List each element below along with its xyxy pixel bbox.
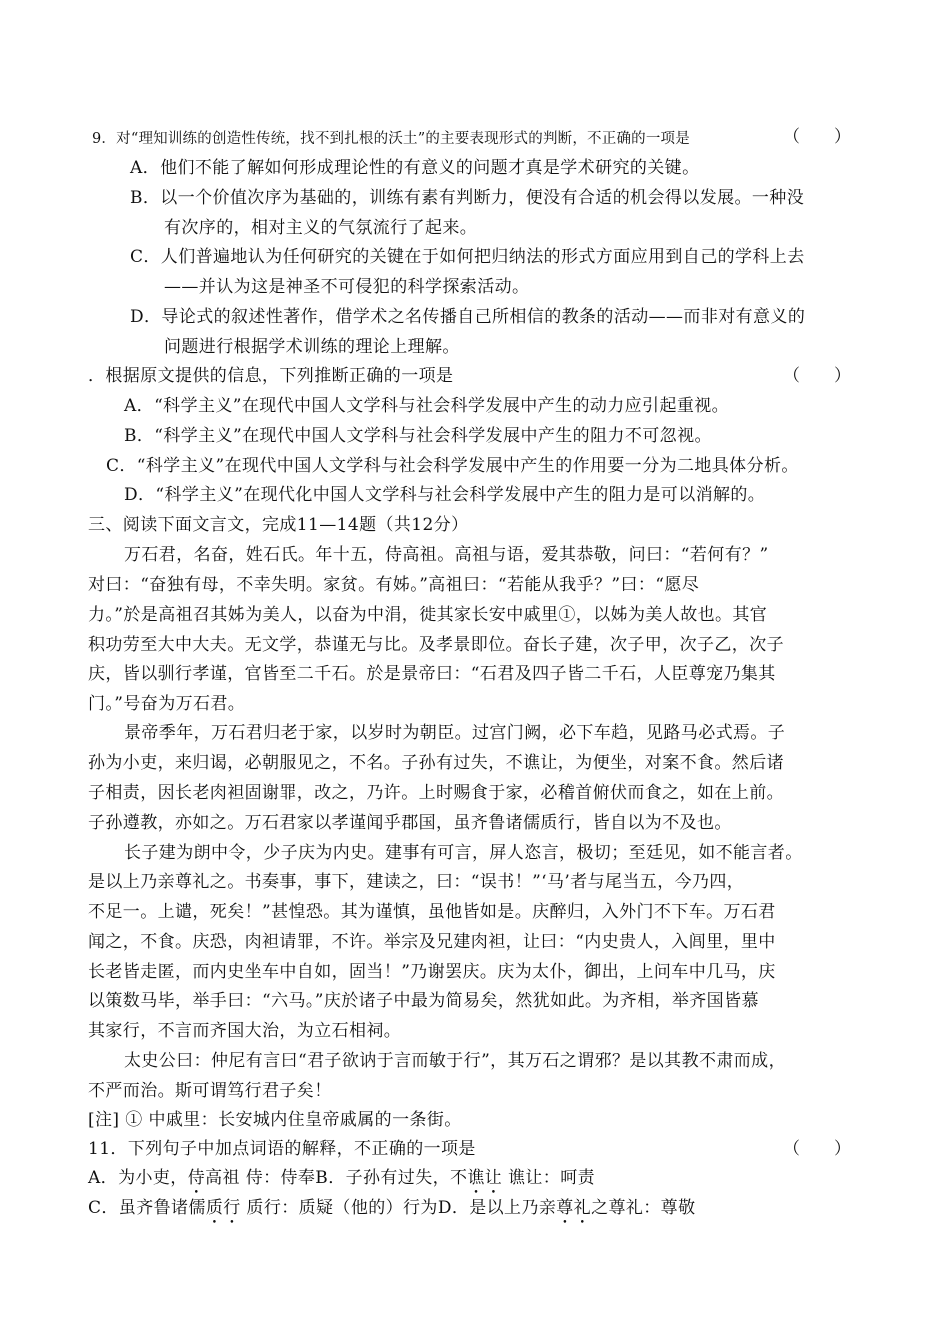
passage-p3-line3: 不足一。上谴，死矣！”甚惶恐。其为谨慎，虽他皆如是。庆醉归，入外门不下车。万石君 (88, 902, 776, 922)
q9-option-c-line2: ——并认为这是神圣不可侵犯的科学探索活动。 (164, 277, 530, 297)
passage-p4-line1: 太史公曰：仲尼有言曰“君子欲讷于言而敏于行”，其万石之谓邪？是以其教不肃而成， (124, 1051, 786, 1071)
q11-c-prefix: C．虽齐鲁诸儒 (88, 1198, 206, 1218)
q11-c-dotted-word: 质行 (205, 1198, 241, 1218)
q10-answer-paren: （ ） (783, 366, 851, 386)
q11-stem: 11．下列句子中加点词语的解释，不正确的一项是 (88, 1139, 476, 1159)
passage-p4-line2: 不严而治。斯可谓笃行君子矣！ (88, 1081, 332, 1101)
passage-p3-line2: 是以上乃亲尊礼之。书奏事，事下，建读之，曰：“误书！”‘马’者与尾当五，今乃四， (88, 872, 745, 892)
q11-a-middle: 高祖 侍：侍奉B．子孙有过失，不 (205, 1168, 468, 1188)
passage-p3-line6: 以策数马毕，举手曰：“六马。”庆於诸子中最为简易矣，然犹如此。为齐相，举齐国皆慕 (88, 991, 759, 1011)
passage-p1-line3: 力。”於是高祖召其姊为美人，以奋为中涓，徙其家长安中戚里①，以姊为美人故也。其官 (88, 605, 768, 625)
passage-p1-line5: 庆，皆以驯行孝谨，官皆至二千石。於是景帝曰：“石君及四子皆二千石，人臣尊宠乃集其 (88, 664, 776, 684)
q9-option-a: A．他们不能了解如何形成理论性的有意义的问题才真是学术研究的关键。 (130, 158, 700, 178)
passage-p3-line7: 其家行，不言而齐国大治，为立石相祠。 (88, 1021, 402, 1041)
q9-answer-paren: （ ） (783, 127, 851, 147)
q11-c-middle: 质行：质疑（他的）行为D．是以上乃亲 (240, 1198, 557, 1218)
q9-option-d-line1: D．导论式的叙述性著作，借学术之名传播自己所相信的教条的活动——而非对有意义的 (130, 307, 806, 327)
passage-p1-line1: 万石君，名奋，姓石氏。年十五，侍高祖。高祖与语，爱其恭敬，问曰：“若何有？” (124, 545, 769, 565)
passage-p1-line4: 积功劳至大中大夫。无文学，恭谨无与比。及孝景即位。奋长子建，次子甲，次子乙，次子 (88, 635, 784, 655)
q11-d-dotted-word: 尊礼 (556, 1198, 592, 1218)
q10-option-a: A．“科学主义”在现代中国人文学科与社会科学发展中产生的动力应引起重视。 (124, 396, 730, 416)
q11-answer-paren: （ ） (783, 1139, 851, 1159)
q9-option-c-line1: C．人们普遍地认为任何研究的关键在于如何把归纳法的形式方面应用到自己的学科上去 (130, 247, 805, 267)
q11-b-suffix: 谯让：呵责 (502, 1168, 596, 1188)
passage-p2-line1: 景帝季年，万石君归老于家，以岁时为朝臣。过宫门阙，必下车趋，见路马必式焉。子 (124, 723, 786, 743)
q9-stem: 9．对“理知训练的创造性传统，找不到扎根的沃土”的主要表现形式的判断，不正确的一项是 (92, 131, 690, 147)
passage-p2-line4: 子孙遵教，亦如之。万石君家以孝谨闻乎郡国，虽齐鲁诸儒质行，皆自以为不及也。 (88, 813, 732, 833)
q10-option-b: B．“科学主义”在现代中国人文学科与社会科学发展中产生的阻力不可忽视。 (124, 426, 712, 446)
passage-p3-line4: 闻之，不食。庆恐，肉袒请罪，不许。举宗及兄建肉袒，让曰：“内史贵人，入闾里，里中 (88, 932, 776, 952)
section3-heading: 三、阅读下面文言文，完成11—14题（共12分） (88, 515, 469, 535)
q11-a-dotted-word: 侍 (187, 1168, 206, 1188)
q10-option-c: C．“科学主义”在现代中国人文学科与社会科学发展中产生的作用要一分为二地具体分析。 (106, 456, 799, 476)
q11-options-ab (88, 1167, 595, 1198)
passage-p3-line5: 长老皆走匿，而内史坐车中自如，固当！”乃谢罢庆。庆为太仆，御出，上问车中几马，庆 (88, 962, 776, 982)
passage-p3-line1: 长子建为朗中令，少子庆为内史。建事有可言，屏人恣言，极切；至廷见，如不能言者。 (124, 843, 803, 863)
q10-stem: ．根据原文提供的信息，下列推断正确的一项是 (88, 366, 454, 386)
passage-footnote: [注] ① 中戚里：长安城内住皇帝戚属的一条街。 (88, 1110, 462, 1130)
passage-p2-line3: 子相责，因长老肉袒固谢罪，改之，乃许。上时赐食于家，必稽首俯伏而食之，如在上前。 (88, 783, 784, 803)
q11-b-dotted-word: 谯让 (467, 1168, 503, 1188)
passage-p1-line6: 门。”号奋为万石君。 (88, 694, 246, 714)
passage-p1-line2: 对曰：“奋独有母，不幸失明。家贫。有姊。”高祖曰：“若能从我乎？”曰：“愿尽 (88, 575, 700, 595)
q9-option-b-line1: B．以一个价值次序为基础的，训练有素有判断力，便没有合适的机会得以发展。一种没 (130, 188, 805, 208)
q11-a-prefix: A．为小吏， (88, 1168, 188, 1188)
q9-option-d-line2: 问题进行根据学术训练的理论上理解。 (164, 337, 460, 357)
passage-p2-line2: 孙为小吏，来归谒，必朝服见之，不名。子孙有过失，不谯让，为便坐，对案不食。然后诸 (88, 753, 784, 773)
q11-options-cd (88, 1197, 695, 1228)
q9-option-b-line2: 有次序的，相对主义的气氛流行了起来。 (164, 218, 478, 238)
q10-option-d: D．“科学主义”在现代化中国人文学科与社会科学发展中产生的阻力是可以消解的。 (124, 485, 766, 505)
q11-d-suffix: 之尊礼：尊敬 (591, 1198, 696, 1218)
